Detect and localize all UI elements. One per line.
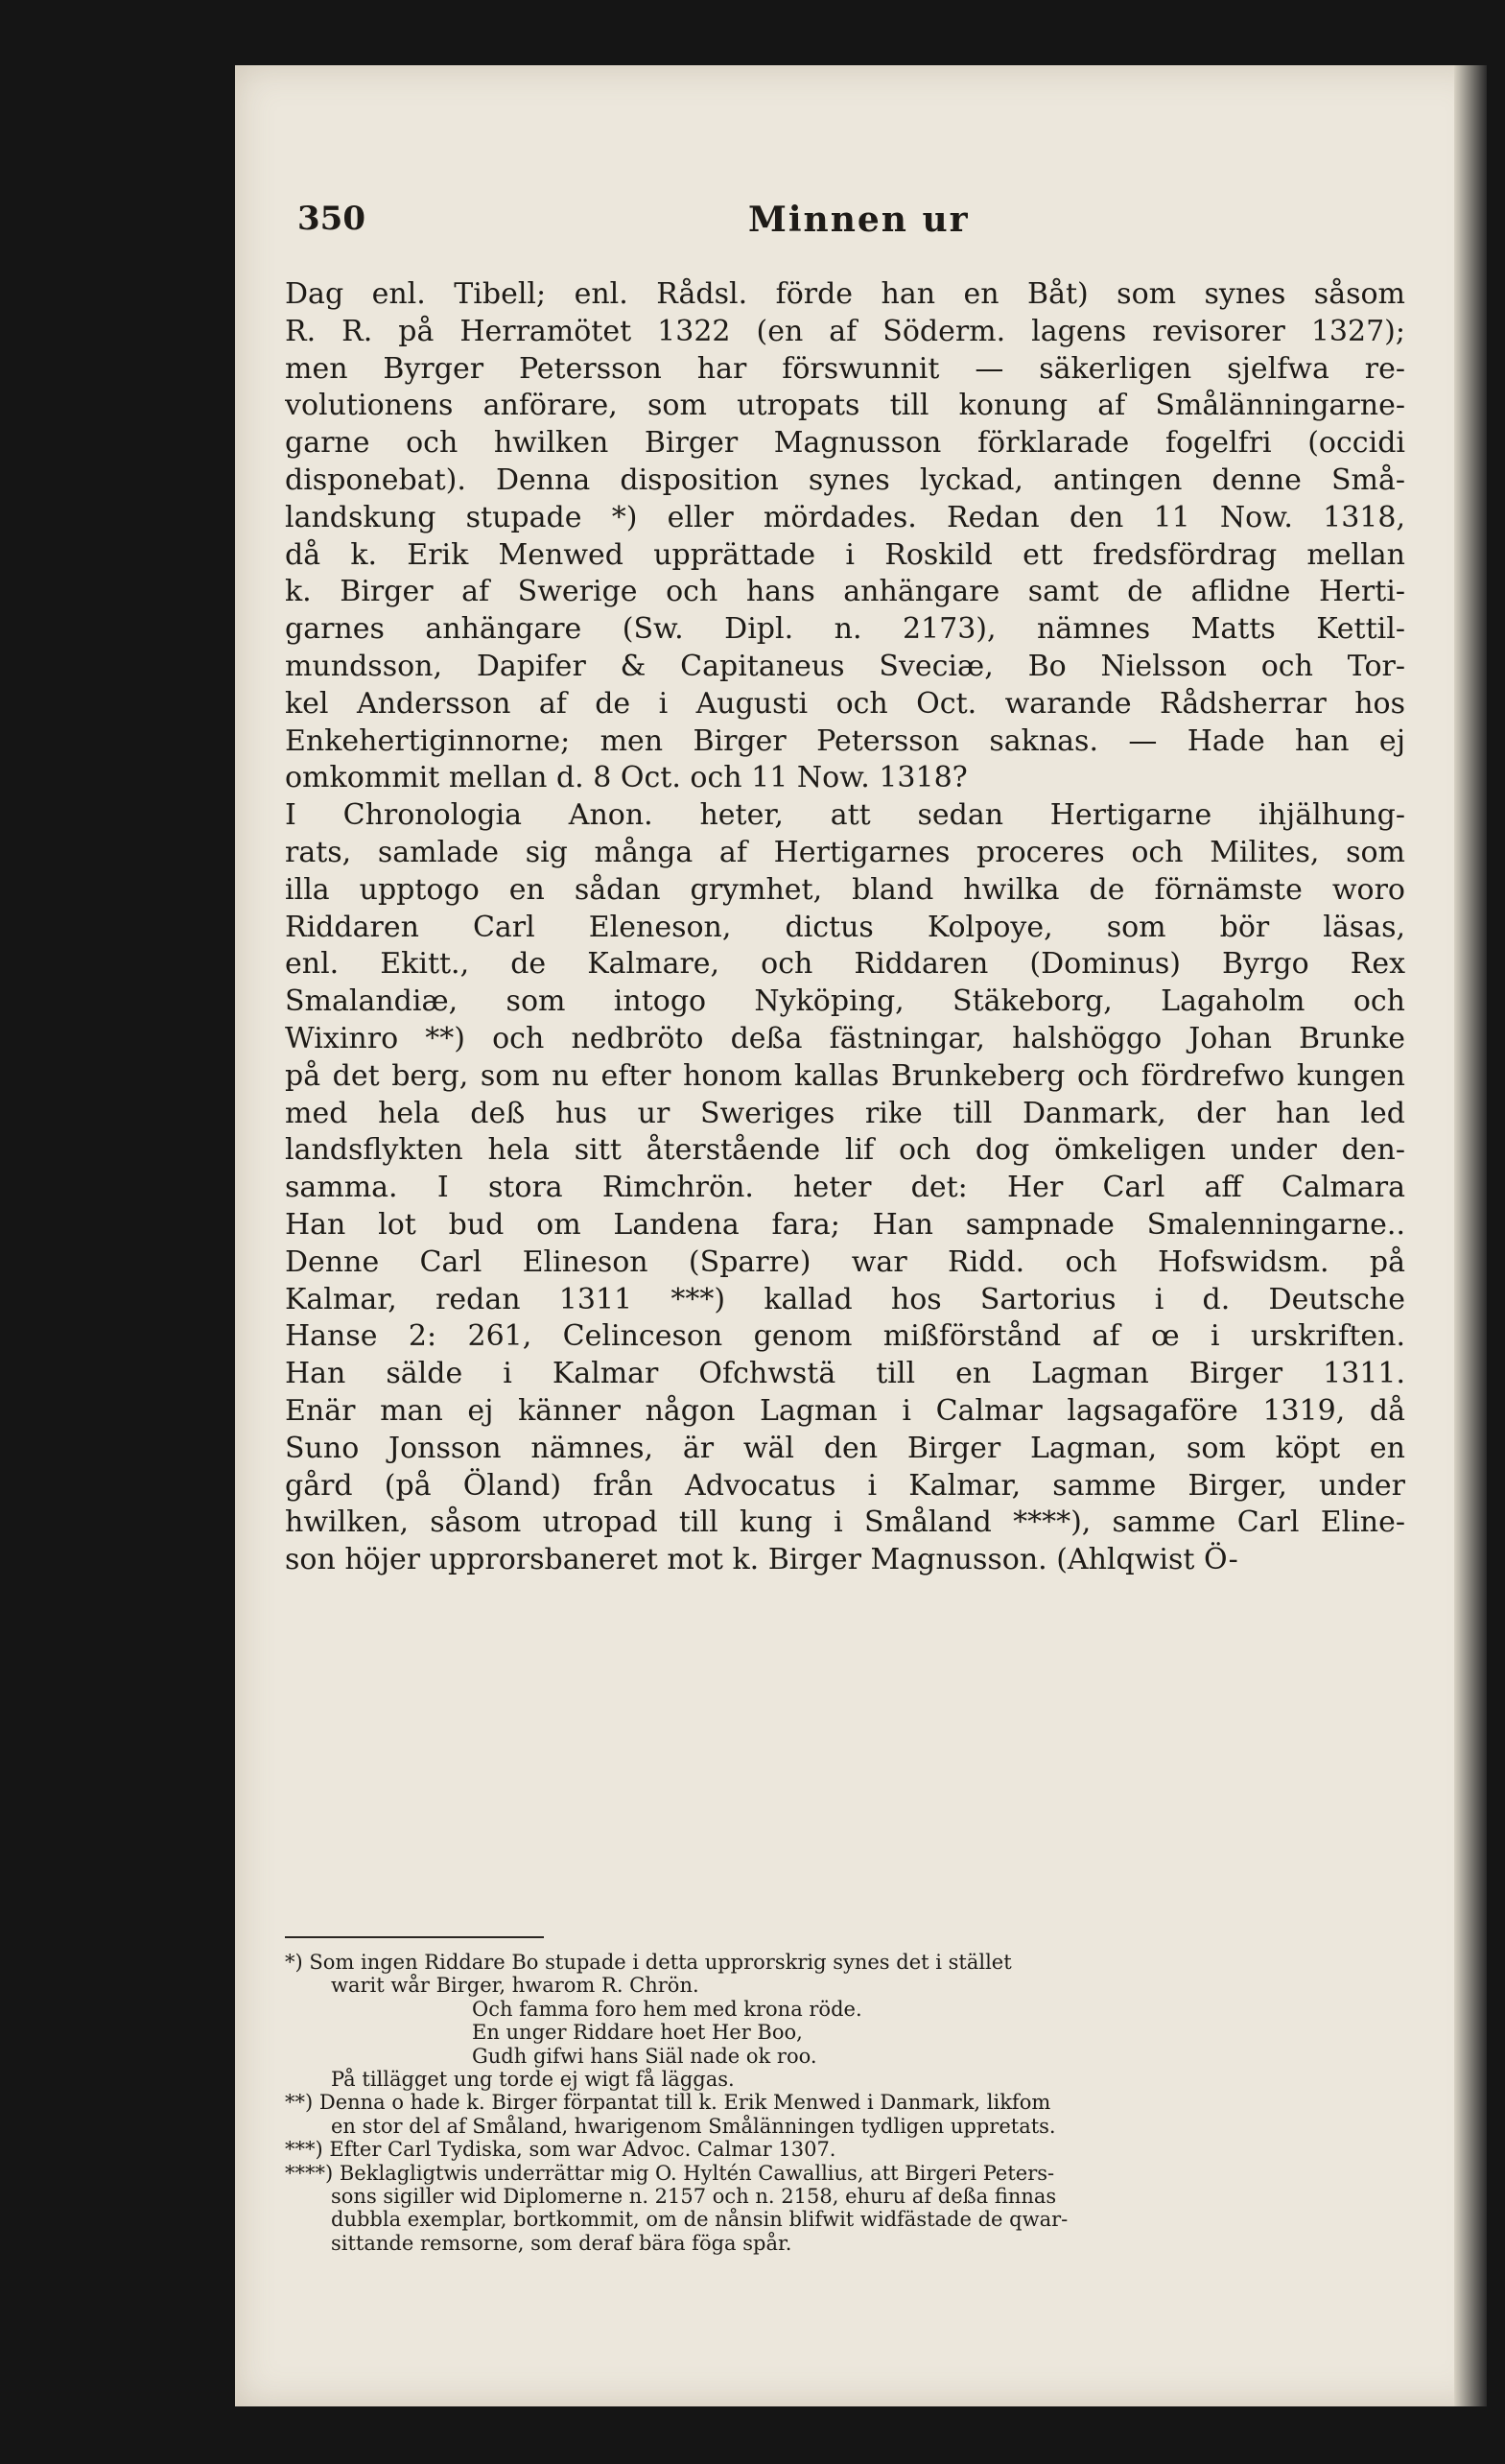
footnote-line: sons sigiller wid Diplomerne n. 2157 och n. 2158, ehuru af deßa finnas: [331, 2184, 1057, 2208]
body-line: omkommit mellan d. 8 Oct. och 11 Now. 1318?: [285, 761, 968, 795]
body-line: mundsson, Dapifer & Capitaneus Sveciæ, Bo Nielsson och Tor-: [285, 649, 1405, 683]
body-line: volutionens anförare, som utropats till konung af Smålänningarne-: [285, 389, 1405, 423]
body-line: disponebat). Denna disposition synes lyckad, antingen denne Små-: [285, 462, 1405, 497]
body-line: samma. I stora Rimchrön. heter det: Her Carl aff Calmara: [285, 1171, 1405, 1205]
body-line: Denne Carl Elineson (Sparre) war Ridd. och Hofswidsm. på: [285, 1244, 1405, 1279]
body-line: R. R. på Herramötet 1322 (en af Söderm. lagens revisorer 1327);: [285, 314, 1405, 348]
footnote-line: *) Som ingen Riddare Bo stupade i detta upprorskrig synes det i stället: [285, 1951, 1012, 1974]
body-line: då k. Erik Menwed upprättade i Roskild ett fredsfördrag mellan: [285, 537, 1405, 572]
footnote-rule: [285, 1936, 544, 1938]
footnote-line: sittande remsorne, som deraf bära föga spår.: [331, 2231, 792, 2255]
body-line: landsflykten hela sitt återstående lif och dog ömkeligen under den-: [285, 1133, 1405, 1168]
body-line: Wixinro **) och nedbröto deßa fästningar, halshöggo Johan Brunke: [285, 1021, 1405, 1055]
body-line: Enkehertiginnorne; men Birger Petersson saknas. — Hade han ej: [285, 723, 1405, 758]
footnote-line: ****) Beklagligtwis underrättar mig O. Hyltén Cawallius, att Birgeri Peters-: [285, 2161, 1055, 2185]
page-edge-shadow: [1454, 65, 1487, 2406]
running-head: Minnen ur: [748, 200, 970, 240]
footnote-line: ***) Efter Carl Tydiska, som war Advoc. Calmar 1307.: [285, 2138, 836, 2162]
footnote-line: dubbla exemplar, bortkommit, om de nånsin blifwit widfästade de qwar-: [331, 2208, 1069, 2232]
body-line: Suno Jonsson nämnes, är wäl den Birger Lagman, som köpt en: [285, 1431, 1405, 1465]
footnote-line: Och famma foro hem med krona röde.: [472, 1997, 862, 2021]
body-line: son höjer upprorsbaneret mot k. Birger Magnusson. (Ahlqwist Ö-: [285, 1543, 1238, 1577]
body-line: Smalandiæ, som intogo Nyköping, Stäkeborg, Lagaholm och: [285, 984, 1405, 1019]
body-line: på det berg, som nu efter honom kallas Brunkeberg och fördrefwo kungen: [285, 1058, 1405, 1093]
body-line: illa upptogo en sådan grymhet, bland hwilka de förnämste woro: [285, 872, 1405, 907]
footnote-line: en stor del af Småland, hwarigenom Smålänningen tydligen uppretats.: [331, 2114, 1056, 2138]
body-line: Kalmar, redan 1311 ***) kallad hos Sartorius i d. Deutsche: [285, 1282, 1405, 1316]
footnote-line: En unger Riddare hoet Her Boo,: [472, 2021, 803, 2045]
footnote-line: På tillägget ung torde ej wigt få läggas.: [331, 2067, 735, 2091]
footnote-line: **) Denna o hade k. Birger förpantat till k. Erik Menwed i Danmark, likfom: [285, 2091, 1051, 2115]
body-line: landskung stupade *) eller mördades. Redan den 11 Now. 1318,: [285, 500, 1405, 534]
body-line: enl. Ekitt., de Kalmare, och Riddaren (Dominus) Byrgo Rex: [285, 947, 1405, 982]
body-line: Han lot bud om Landena fara; Han sampnade Smalenningarne..: [285, 1207, 1405, 1242]
body-line: Dag enl. Tibell; enl. Rådsl. förde han en Båt) som synes såsom: [285, 277, 1405, 311]
body-text: [285, 276, 1405, 1579]
footnote-line: Gudh gifwi hans Siäl nade ok roo.: [472, 2044, 817, 2068]
body-line: gård (på Öland) från Advocatus i Kalmar, samme Birger, under: [285, 1468, 1405, 1503]
body-line: men Byrger Petersson har förswunnit — säkerligen sjelfwa re-: [285, 351, 1405, 386]
body-line: garnes anhängare (Sw. Dipl. n. 2173), nämnes Matts Kettil-: [285, 612, 1405, 647]
body-line: Riddaren Carl Eleneson, dictus Kolpoye, som bör läsas,: [285, 910, 1405, 944]
body-line: med hela deß hus ur Swerigеs rike till Danmark, der han led: [285, 1096, 1405, 1130]
body-line: garne och hwilken Birger Magnusson förklarade fogelfri (occidi: [285, 426, 1405, 461]
body-line: rats, samlade sig många af Hertigarnes proceres och Milites, som: [285, 835, 1405, 869]
book-page: [235, 65, 1487, 2406]
footnotes: [285, 1951, 1407, 2255]
page-number: 350: [297, 200, 365, 238]
footnote-line: warit wår Birger, hwarom R. Chrön.: [331, 1974, 699, 1998]
body-line: kel Andersson af de i Augusti och Oct. warande Rådsherrar hos: [285, 686, 1405, 721]
page-header: [297, 200, 1448, 257]
body-line: I Chronologia Anon. heter, att sedan Hertigarne ihjälhung-: [285, 798, 1405, 833]
body-line: hwilken, såsom utropad till kung i Småland ****), samme Carl Eline-: [285, 1505, 1405, 1540]
body-line: Hanse 2: 261, Celinceson genom mißförstånd af œ i urskriften.: [285, 1319, 1405, 1354]
body-line: Enär man ej känner någon Lagman i Calmar lagsagaföre 1319, då: [285, 1393, 1405, 1428]
body-line: Han sälde i Kalmar Ofchwstä till en Lagman Birger 1311.: [285, 1357, 1405, 1391]
body-line: k. Birger af Swerige och hans anhängare samt de aflidne Herti-: [285, 575, 1405, 609]
